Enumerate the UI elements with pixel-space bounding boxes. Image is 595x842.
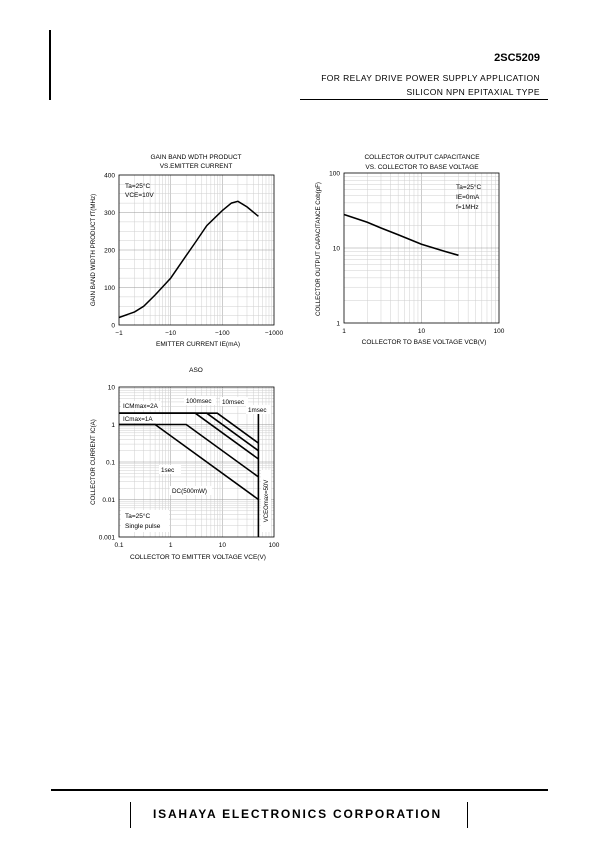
series-label-dc: DC(500mW)	[172, 488, 207, 495]
application-line: FOR RELAY DRIVE POWER SUPPLY APPLICATION	[321, 73, 540, 83]
chart1-y-tick: 0	[111, 322, 115, 330]
chart3-y-tick-labels	[99, 385, 116, 542]
footer-rule	[51, 789, 548, 791]
chart2-subtitle: VS. COLLECTOR TO BASE VOLTAGE	[365, 164, 479, 171]
chart3-ylabel: COLLECTOR CURRENT IC(A)	[90, 419, 97, 505]
chart1-y-tick: 400	[104, 172, 115, 180]
chart1-y-tick: 200	[104, 247, 115, 255]
chart2-y-tick-labels	[329, 171, 340, 328]
vceomax-annotation: VCEOmax=50V	[264, 479, 270, 523]
chart3-x-tick: 10	[218, 542, 226, 549]
chart2-x-tick: 100	[493, 328, 505, 335]
series-label-1msec: 1msec	[248, 407, 267, 414]
chart3-x-tick: 1	[168, 542, 173, 549]
type-line: SILICON NPN EPITAXIAL TYPE	[406, 87, 540, 97]
chart3-x-tick: 100	[268, 542, 280, 549]
chart2-condition-ta: Ta=25°C	[456, 184, 482, 191]
chart3-xlabel: COLLECTOR TO EMITTER VOLTAGE VCE(V)	[130, 554, 266, 561]
chart3-title: ASO	[189, 367, 203, 374]
company-logo-text: ISAHAYA ELECTRONICS CORPORATION	[153, 807, 442, 821]
chart2-condition-ie: IE=0mA	[456, 194, 480, 201]
chart1-x-tick: −10	[165, 330, 177, 337]
chart-aso	[90, 367, 280, 561]
series-label-1sec: 1sec	[161, 467, 175, 474]
chart1-title: GAIN BAND WDTH PRODUCT	[150, 154, 242, 161]
series-label-100msec: 100msec	[186, 398, 212, 405]
chart2-x-tick-labels	[342, 328, 505, 335]
chart1-condition-vce: VCE=10V	[125, 192, 154, 199]
chart3-y-tick: 1	[111, 422, 115, 429]
chart3-y-tick: 0.1	[105, 459, 115, 467]
icmmax-annotation: ICMmax=2A	[123, 403, 158, 410]
chart1-subtitle: VS.EMITTER CURRENT	[159, 163, 233, 170]
chart1-y-tick: 300	[104, 210, 115, 217]
chart3-y-tick: 0.001	[98, 534, 115, 542]
chart3-y-tick: 10	[107, 384, 115, 392]
chart2-series	[344, 215, 459, 256]
part-number: 2SC5209	[494, 52, 540, 64]
chart3-x-tick: 0.1	[114, 542, 124, 549]
chart3-x-tick-labels	[114, 542, 279, 549]
chart2-xlabel: COLLECTOR TO BASE VOLTAGE VCB(V)	[361, 339, 487, 346]
chart2-y-tick: 1	[336, 320, 340, 328]
chart2-ylabel: COLLECTOR OUTPUT CAPACITANCE Cob(pF)	[315, 182, 322, 316]
chart2-y-tick: 10	[332, 245, 340, 253]
chart2-title: COLLECTOR OUTPUT CAPACITANCE	[364, 154, 480, 161]
chart-ft-vs-ie	[90, 154, 284, 348]
chart1-x-tick: −100	[215, 330, 230, 337]
chart1-y-tick-labels	[104, 173, 115, 330]
chart3-condition-pulse: Single pulse	[125, 523, 161, 530]
chart1-condition-ta: Ta=25°C	[125, 183, 151, 190]
icmax-annotation: ICmax=1A	[123, 416, 153, 423]
chart3-y-tick: 0.01	[102, 497, 115, 504]
chart2-x-tick: 1	[342, 328, 346, 335]
chart1-x-tick: −1	[115, 330, 123, 337]
chart2-series-line-0	[344, 215, 459, 256]
chart-cob-vs-vcb	[315, 154, 505, 346]
chart1-xlabel: EMITTER CURRENT IE(mA)	[155, 341, 241, 348]
chart1-ylabel: GAIN BAND WIDTH PRODUCT fT(MHz)	[90, 193, 97, 307]
chart1-x-tick-labels	[115, 330, 283, 337]
chart2-condition-f: f=1MHz	[456, 204, 479, 211]
chart3-condition-ta: Ta=25°C	[125, 513, 151, 520]
chart2-x-tick: 10	[417, 328, 426, 335]
series-label-10msec: 10msec	[222, 399, 245, 406]
chart1-x-tick: −1000	[264, 330, 284, 337]
chart2-y-tick: 100	[329, 170, 340, 178]
chart1-y-tick: 100	[104, 285, 115, 292]
